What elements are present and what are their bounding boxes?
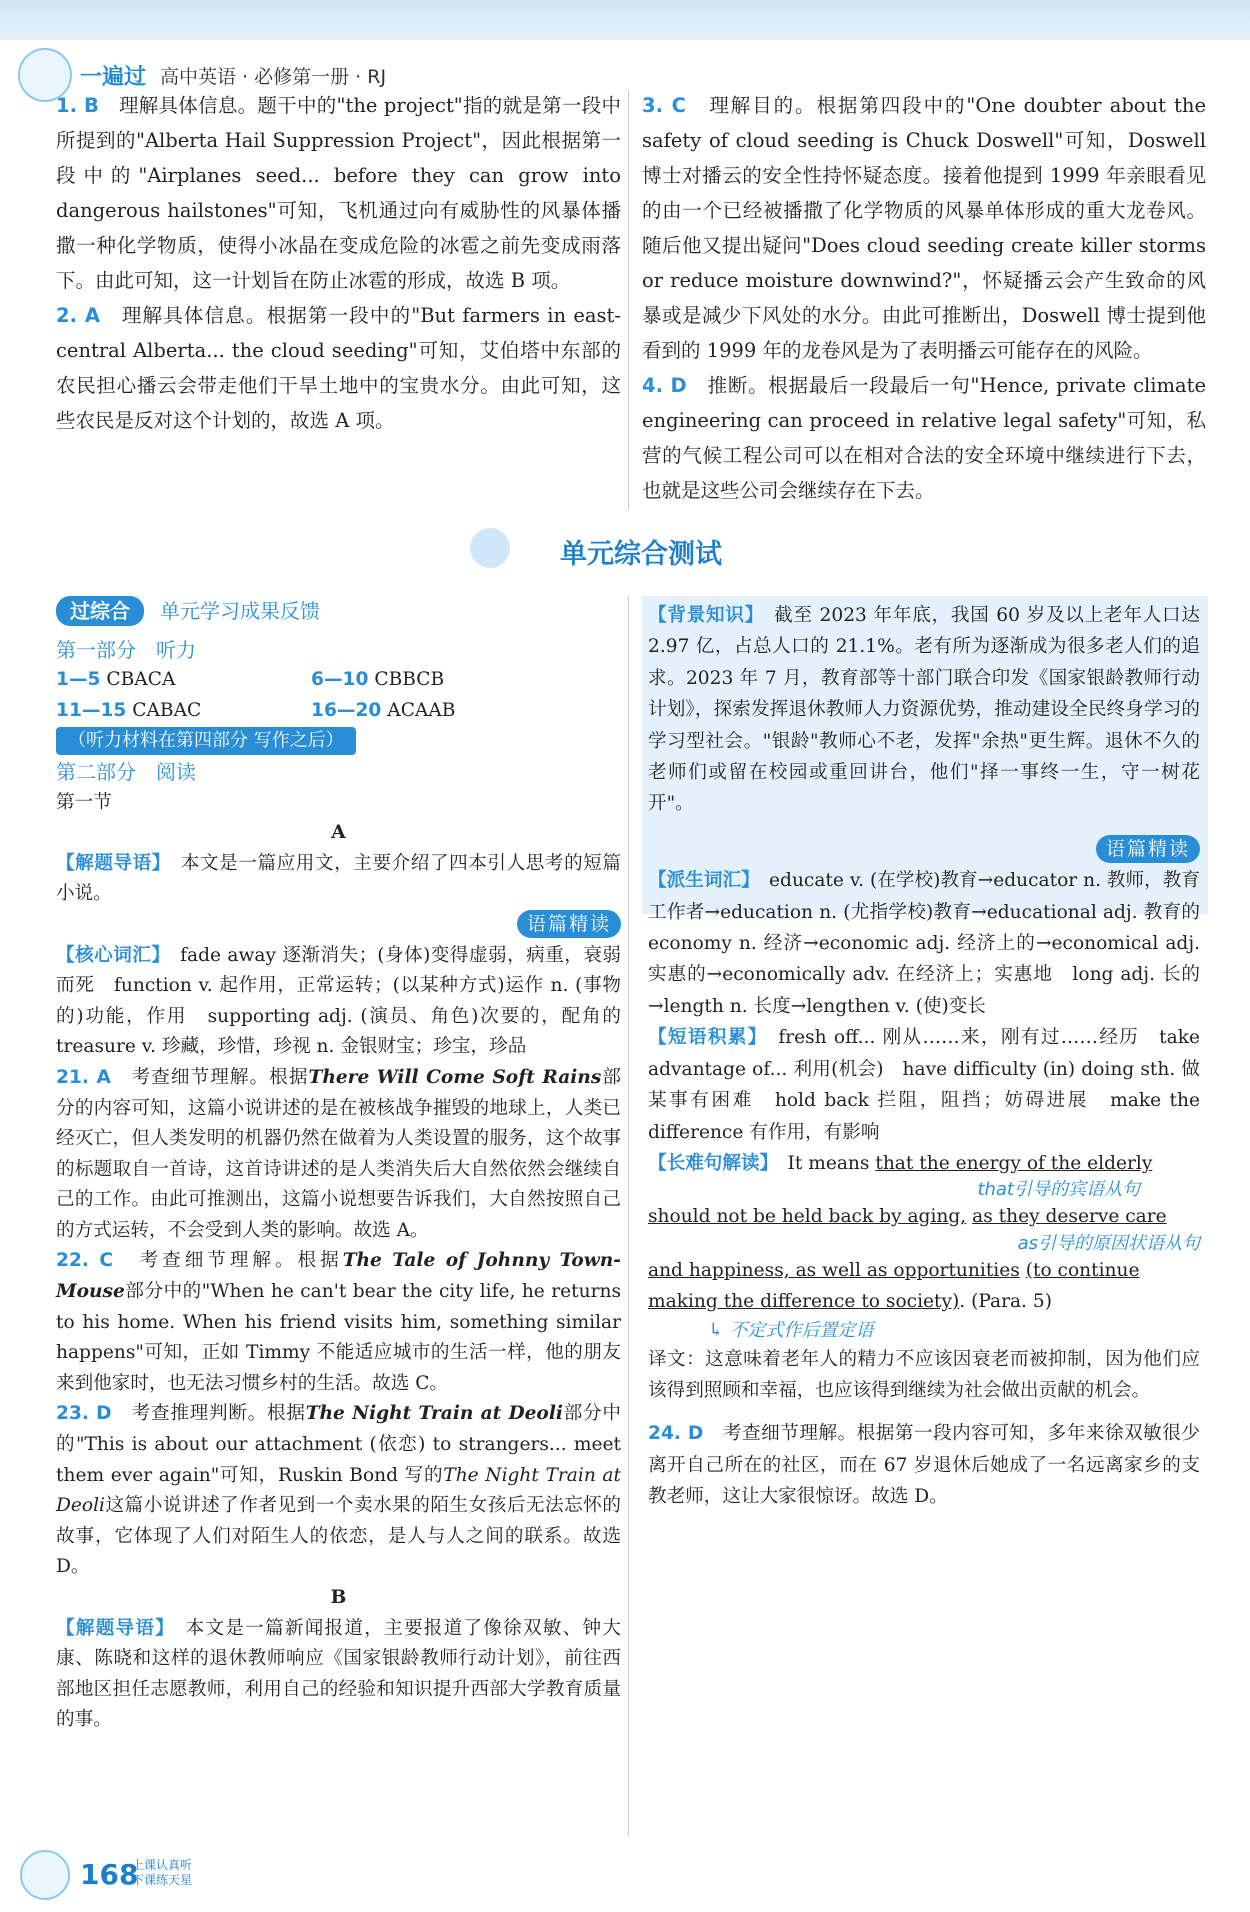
question-21: 21. A 考查细节理解。根据There Will Come Soft Rains部分的内容可知，这篇小说讲述的是在被核战争摧毁的地球上，人类已经灭亡，但人类发明的机器仍然在做着为人类设置的服务，这个故事的标题取自一首诗，这首诗讲述的是人类消失后大自然依然会继续自己的工作。由此可推测出，这篇小说想要告诉我们，大自然按照自己的方式运转，不会受到人类的影响。故选 A。 [56,1066,621,1241]
long-sentence: 【长难句解读】 It means that the energy of the elderly that引导的宾语从句 should not be held back by aging, as they deserve care as引导的原因状语从句 and happiness, as well as opportunities (to continue making the difference to society). (Para. 5) ↳ 不定式作后置定语 [648,1152,1200,1341]
top-decor-band [0,0,1250,40]
section-title: 单元综合测试 [560,539,722,570]
answer-item: 2. A 理解具体信息。根据第一段中的"But farmers in east-central Alberta... the cloud seeding"可知，艾伯塔中东部的农民担心播云会带走他们干旱土地中的宝贵水分。由此可知，这些农民是反对这个计划的，故选 A 项。 [56,304,621,432]
question-22: 22. C 考查细节理解。根据The Tale of Johnny Town-Mouse部分中的"When he can't bear the city life, he returns to his home. When his friend visits him, something similar happens"可知，正如 Timmy 不能适应城市的生活一样，他的朋友来到他家时，也无法习惯乡村的生活。故选 C。 [56,1250,621,1394]
page-number: 168 [80,1858,139,1891]
answers-top-left [56,88,621,438]
section-banner [470,526,780,572]
answers-top-right [642,88,1206,508]
guide-b: 【解题导语】 本文是一篇新闻报道，主要报道了像徐双敏、钟大康、陈晓和这样的退休教师响应《国家银龄教师行动计划》，前往西部地区担任志愿教师，利用自己的经验和知识提升西部大学教育质量的事。 [56,1617,621,1731]
yupian-badge-right: 语篇精读 [648,834,1200,865]
translation: 译文：这意味着老年人的精力不应该因衰老而被抑制，因为他们应该得到照顾和幸福，也应该得到继续为社会做出贡献的机会。 [648,1348,1200,1401]
answer-item: 4. D 推断。根据最后一段最后一句"Hence, private climate engineering can proceed in relative legal safety"可知，私营的气候工程公司可以在相对合法的安全环境中继续进行下去，也就是这些公司会继续存在下去。 [642,374,1206,502]
unit-test-right [642,600,1219,1513]
page-footer [20,1848,250,1904]
phrase-collection: 【短语积累】 fresh off... 刚从……来，刚有过……经历 take advantage of... 利用(机会) have difficulty (in) doing sth. 做某事有困难 hold back 拦阻，阻挡；妨碍进展 make the difference 有作用，有影响 [648,1027,1200,1143]
annotation: that引导的宾语从句 [977,1179,1140,1201]
question-24: 24. D 考查细节理解。根据第一段内容可知，多年来徐双敏很少离开自己所在的社区，而在 67 岁退休后她成了一名远离家乡的支教老师，这让大家很惊讶。故选 D。 [648,1423,1200,1508]
part1-heading: 第一部分 听力 [56,637,196,662]
passage-a-label: A [331,822,346,844]
guo-tag: 过综合 [56,596,144,626]
part2-heading: 第二部分 阅读 [56,759,196,784]
annotation: 不定式作后置定语 [729,1319,874,1341]
answer-item: 1. B 理解具体信息。题干中的"the project"指的就是第一段中所提到的"Alberta Hail Suppression Project"，因此根据第一段中的"Airplanes seed... before they can grow into dangerous hailstones"可知，飞机通过向有威胁性的风暴体播撒一种化学物质，使得小冰晶在变成危险的冰雹之前先变成雨落下。由此可知，这一计划旨在防止冰雹的形成，故选 B 项。 [56,94,621,292]
answer-row: 11—15 CABAC 16—20 ACAAB [56,699,456,721]
passage-b-label: B [330,1587,347,1608]
answer-item: 3. C 理解目的。根据第四段中的"One doubter about the safety of cloud seeding is Chuck Doswell"可知，Doswell 博士对播云的安全性持怀疑态度。接着他提到 1999 年亲眼看见的由一个已经被播撒了化学物质的风暴单体形成的重大龙卷风。随后他又提出疑问"Does cloud seeding create killer storms or reduce moisture downwind?"，怀疑播云会产生致命的风暴或是减少下风处的水分。由此可推断出，Doswell 博士提到他看到的 1999 年的龙卷风是为了表明播云可能存在的风险。 [642,94,1206,362]
guo-subtitle: 单元学习成果反馈 [160,599,320,623]
column-divider [628,596,629,1836]
mascot-footer-icon [20,1850,70,1900]
star-icon [470,528,510,568]
background-knowledge: 【背景知识】 截至 2023 年年底，我国 60 岁及以上老年人口达 2.97 亿，占总人口的 21.1%。老有所为逐渐成为很多老人们的追求。2023 年 7 月，教育部等十部门联合印发《国家银龄教师行动计划》，探索发挥退休教师人力资源优势，推动建设全民终身学习的学习型社会。"银龄"教师心不老，发挥"余热"更生辉。退休不久的老师们或留在校园或重回讲台，他们"择一事终一生，守一树花开"。 [648,605,1201,815]
listening-note: （听力材料在第四部分 写作之后） [56,726,621,757]
slogan: 上课认真听 下课练天星 [132,1858,193,1887]
question-23: 23. D 考查推理判断。根据The Night Train at Deoli部分中的"This is about our attachment (依恋) to strangers... meet them ever again"可知，Ruskin Bond 写的The Night Train at Deoli这篇小说讲述了作者见到一个卖水果的陌生女孩后无法忘怀的故事，它体现了人们对陌生人的依恋，是人与人之间的联系。故选 D。 [56,1403,621,1578]
unit-test-left [56,596,640,1736]
yupian-badge-left: 语篇精读 [56,910,621,941]
column-divider [628,90,629,510]
book-title: 高中英语 · 必修第一册 · RJ [160,66,387,88]
answer-row: 1—5 CBACA 6—10 CBBCB [56,669,445,691]
brand-name: 一遍过 [80,65,147,90]
guo-heading [56,596,621,629]
annotation: as引导的原因状语从句 [1017,1232,1200,1254]
derived-vocab: 【派生词汇】 educate v. (在学校)教育→educator n. 教师，教育工作者→education n. (尤指学校)教育→educational adj. 教育的 economy n. 经济→economic adj. 经济上的→economical adj. 实惠的→economically adv. 在经济上；实惠地 long adj. 长的→length n. 长度→lengthen v. (使)变长 [648,870,1219,1017]
section1-label: 第一节 [56,791,112,813]
guide-a: 【解题导语】 本文是一篇应用文，主要介绍了四本引人思考的短篇小说。 [56,852,621,905]
core-vocab: 【核心词汇】 fade away 逐渐消失；(身体)变得虚弱，病重，衰弱而死 function v. 起作用，正常运转；(以某种方式)运作 n. (事物的)功能，作用 supporting adj. (演员、角色)次要的，配角的 treasure v. 珍藏，珍惜，珍视 n. 金银财宝；珍宝，珍品 [56,944,640,1058]
